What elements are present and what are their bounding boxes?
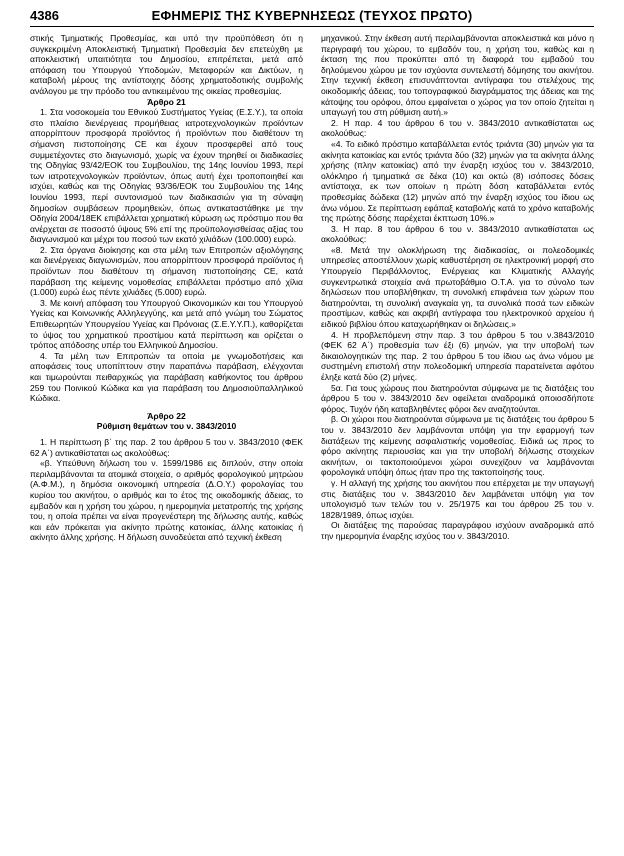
paragraph: «β. Υπεύθυνη δήλωση του ν. 1599/1986 εις διπλούν, στην οποία περιλαμβάνονται τα ατομικά στοιχεία, ο αριθμός φορολογικού μητρώου (Α.Φ.Μ.), η δημόσια οικονομική υπηρεσία (Δ.Ο.Υ.) φορολογίας του κυρίου του ακινήτου, ο αριθμός και το έτος της οικοδομικής άδειας, το εμβαδόν και η χρήση του χώρου, η ημερομηνία μετατροπής της χρήσης του, η οποία πρέπει να είναι προγενέστερη της δήλωσης αυτής, καθώς και εάν πρόκειται για ακίνητο πρώτης κατοικίας, άλλης κατοικίας ή ακίνητο άλλης χρήσης. Η δήλωση συνοδεύεται από τεχνική έκθεση [30, 458, 303, 543]
text-columns [30, 33, 594, 543]
journal-title: ΕΦΗΜΕΡΙΣ ΤΗΣ ΚΥΒΕΡΝΗΣΕΩΣ (ΤΕΥΧΟΣ ΠΡΩΤΟ) [151, 8, 473, 23]
paragraph: «4. Το ειδικό πρόστιμο καταβάλλεται εντός τριάντα (30) μηνών για τα ακίνητα κατοικίας και εντός τριάντα δύο (32) μηνών για τα ακίνητα άλλης χρήσης (πλην κατοικίας) από την έναρξη ισχύος του ν. 3843/2010, ολόκληρο ή τμηματικά σε δέκα (10) και οκτώ (8) ισόποσες δόσεις αντίστοιχα, εκ των οποίων η πρώτη δόση καταβάλλεται εντός προθεσμίας δώδεκα (12) μηνών από την έναρξη ισχύος του ίδιου ως άνω νόμου. Σε περίπτωση εφάπαξ καταβολής κατά το χρόνο καταβολής της πρώτης δόσης παρέχεται έκπτωση 10%.» [321, 138, 594, 224]
article-22-title: Άρθρο 22 [147, 410, 186, 421]
paragraph: 3. Η παρ. 8 του άρθρου 6 του ν. 3843/2010 αντικαθίσταται ως ακολούθως: [321, 223, 594, 245]
paragraph: 1. Στα νοσοκομεία του Εθνικού Συστήματος Υγείας (Ε.Σ.Υ.), τα οποία στο πλαίσιο διενέργειας προμήθειας ιατροτεχνολογικών προϊόντων απορρίπτουν προσφορά προϊόντος ή προϊόντων που διαθέτουν τη σήμανση πιστοποίησης CE και έχουν προσφερθεί από τους συμμετέχοντες στο διαγωνισμό, χωρίς να έχουν τηρηθεί οι διαδικασίες της Οδηγίας 93/42/ΕΟΚ του Συμβουλίου, της 14ης Ιουνίου 1993, περί των ιατροτεχνολογικών προϊόντων, όπως αυτή έχει τροποποιηθεί και ισχύει, καθώς και της Οδηγίας 93/36/ΕΟΚ του Συμβουλίου της 14ης Ιουνίου 1993, περί συντονισμού των διαδικασιών για τη σύναψη δημοσίων συμβάσεων προμηθειών, όπως αντικαταστάθηκε με την Οδηγία 2004/18ΕΚ επιβάλλεται χρηματική κύρωση ως πρόστιμο που θα ανέρχεται σε ποσοστό ύψους 5% επί της προϋπολογισθείσας αξίας του διαγωνισμού και μέχρι του ποσού των εκατό χιλιάδων (100.000) ευρώ. [30, 107, 303, 245]
paragraph: 4. Η προβλεπόμενη στην παρ. 3 του άρθρου 5 του ν.3843/2010 (ΦΕΚ 62 Α΄) προθεσμία των έξι (6) μηνών, για την υποβολή των δικαιολογητικών της παρ. 2 του άρθρου 5 του ίδιου ως άνω νόμου με συστημένη επιστολή στην πολεοδομική υπηρεσία παρατείνεται αφότου έληξε κατά δύο (2) μήνες. [321, 329, 594, 382]
article-22-heading [30, 411, 303, 432]
paragraph: Οι διατάξεις της παρούσας παραγράφου ισχύουν αναδρομικά από την ημερομηνία έναρξης ισχύος του ν. 3843/2010. [321, 520, 594, 541]
paragraph: 2. Στα όργανα διοίκησης και στα μέλη των Επιτροπών αξιολόγησης και διενέργειας διαγωνισμών, που απορρίπτουν προσφορά προϊόντος ή προϊόντων που διαθέτουν τη σήμανση πιστοποίησης CE, κατά παράβαση της κείμενης νομοθεσίας επιβάλλεται πρόστιμο από χίλια (1.000) ευρώ έως πέντε χιλιάδες (5.000) ευρώ. [30, 244, 303, 298]
page-header [30, 8, 594, 27]
paragraph: 3. Με κοινή απόφαση του Υπουργού Οικονομικών και του Υπουργού Υγείας και Κοινωνικής Αλληλεγγύης, και μετά από γνώμη του Σώματος Επιθεωρητών Υπουργείου Υγείας και Πρόνοιας (Σ.Ε.Υ.Υ.Π.), καθορίζεται το ύψος του χρηματικού προστίμου κατά περίπτωση και ορίζεται ο τρόπος απόδοσης υπέρ του Ελληνικού Δημοσίου. [30, 297, 303, 351]
paragraph: β. Οι χώροι που διατηρούνται σύμφωνα με τις διατάξεις του άρθρου 5 του ν. 3843/2010 δεν λαμβάνονται υπόψη για την εφαρμογή των διατάξεων της κείμενης ασφαλιστικής νομοθεσίας. Ειδικά ως προς το φόρο ακίνητης περιουσίας και για την υποβολή δήλωσης στοιχείων ακινήτων, οι τακτοποιούμενοι χώροι συνεχίζουν να λαμβάνονται φορολογικά υπόψη όπως ήταν προ της τακτοποίησής τους. [321, 414, 594, 478]
paragraph: 5α. Για τους χώρους που διατηρούνται σύμφωνα με τις διατάξεις του άρθρου 5 του ν. 3843/2010 δεν οφείλεται αναδρομικά οποιοσδήποτε φόρος. Τυχόν ήδη καταβληθέντες φόροι δεν αναζητούνται. [321, 382, 594, 414]
paragraph: μηχανικού. Στην έκθεση αυτή περιλαμβάνονται αποκλειστικά και μόνο η περιγραφή του χώρου, το εμβαδόν του, η χρήση του, καθώς και η έκταση της που προκύπτει από τη διαφορά του εμβαδού του δηλούμενου χώρου με τον ισχύοντα συντελεστή δόμησης του ακινήτου. Στην τεχνική έκθεση επισυνάπτονται αντίγραφα του στελέχους της οικοδομικής άδειας, του τοπογραφικού διαγράμματος της άδειας και της κάτοψης του ορόφου, όπου εμφαίνεται ο χώρος για τον οποίο ζητείται η υπαγωγή του στη ρύθμιση αυτή.» [321, 33, 594, 118]
paragraph: «8. Μετά την ολοκλήρωση της διαδικασίας, οι πολεοδομικές υπηρεσίες αποστέλλουν χωρίς καθυστέρηση σε ηλεκτρονική μορφή στο Υπουργείο Περιβάλλοντος, Ενέργειας και Κλιματικής Αλλαγής συγκεντρωτικά στοιχεία ανά πρωτοβάθμιο Ο.Τ.Α. για το σύνολο των δηλώσεων που υποβλήθηκαν, τη συνολική επιφάνεια των χώρων που διατηρούνται, τη συνολική αναγκαία γη, τα συνολικά ποσά των ειδικών προστίμων, καθώς και ακριβή αντίγραφα του ηλεκτρονικού αρχείου ή ειδικού βιβλίου όπου καταχωρήθηκαν οι δηλώσεις.» [321, 244, 594, 330]
article-21-heading: Άρθρο 21 [147, 96, 186, 107]
paragraph: στικής Τμηματικής Προθεσμίας, και υπό την προϋπόθεση ότι η συγκεκριμένη Αποκλειστική Τμηματική Προθεσμία δεν επετεύχθη με αποκλειστική υπαιτιότητα του Δημοσίου, επιτρέπεται, μετά από απόφαση του Υπουργού Υποδομών, Μεταφορών και Δικτύων, η καταβολή μέρους της αντίστοιχης δόσης χρηματοδοτικής συμβολής ανάλογου με την πρόοδο του αντικειμένου της οικείας προθεσμίας. [30, 33, 303, 96]
left-column [30, 33, 303, 543]
paragraph: γ. Η αλλαγή της χρήσης του ακινήτου που επέρχεται με την υπαγωγή στις διατάξεις του ν. 3843/2010 δεν λαμβάνεται υπόψη για τον υπολογισμό των τελών του ν. 25/1975 και του άρθρου 25 του ν. 1828/1989, όπως ισχύει. [321, 477, 594, 520]
paragraph: 1. Η περίπτωση β΄ της παρ. 2 του άρθρου 5 του ν. 3843/2010 (ΦΕΚ 62 Α΄) αντικαθίσταται ως ακολούθως: [30, 436, 303, 458]
article-22-subtitle: Ρύθμιση θεμάτων του ν. 3843/2010 [96, 421, 237, 432]
right-column [321, 33, 594, 543]
paragraph: 4. Τα μέλη των Επιτροπών τα οποία με γνωμοδοτήσεις και αποφάσεις τους υποπίπτουν στην παραπάνω παράβαση, ελέγχονται και τιμωρούνται πειθαρχικώς για παράβαση καθήκοντος του άρθρου 259 του Ποινικού Κώδικα και για παράβαση του Δημοσιοϋπαλληλικού Κώδικα. [30, 350, 303, 404]
paragraph: 2. Η παρ. 4 του άρθρου 6 του ν. 3843/2010 αντικαθίσταται ως ακολούθως: [321, 117, 594, 139]
page-number: 4386 [30, 8, 59, 23]
